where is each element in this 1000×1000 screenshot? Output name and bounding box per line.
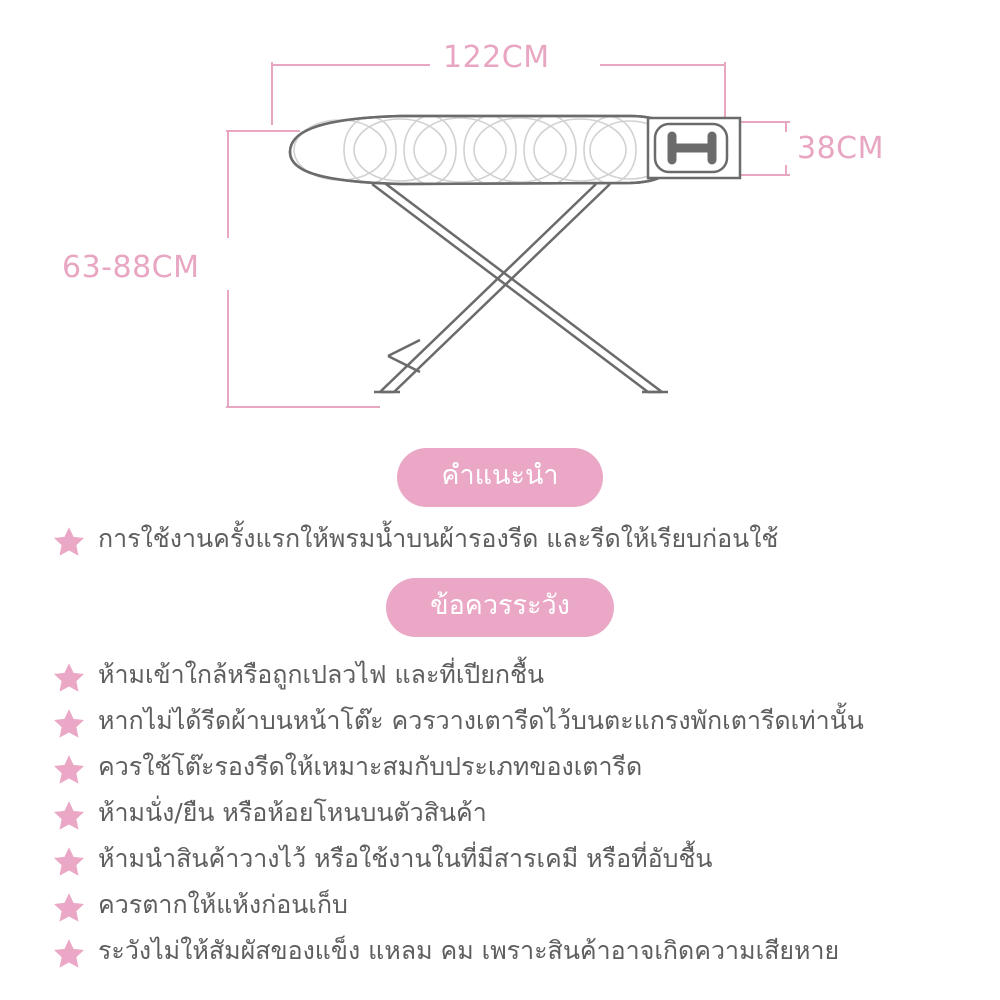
list-item-text: ห้ามนั่ง/ยืน หรือห้อยโหนบนตัวสินค้า [98,798,487,827]
list-item [52,522,972,562]
ironing-board-diagram [0,0,1000,430]
list-item [52,842,972,882]
advice-heading-wrap [0,448,1000,507]
star-icon [52,845,86,879]
caution-list [52,658,972,980]
star-icon [52,525,86,559]
advice-heading: คำแนะนำ [397,448,602,507]
iron-rest-tray [648,118,740,178]
list-item [52,750,972,790]
list-item-text: ควรใช้โต๊ะรองรีดให้เหมาะสมกับประเภทของเตารีด [98,752,643,781]
list-item-text: ห้ามเข้าใกล้หรือถูกเปลวไฟ และที่เปียกชื้น [98,660,545,689]
depth-dimension-label: 38CM [797,131,885,166]
height-dimension-label: 63-88CM [62,250,200,285]
star-icon [52,707,86,741]
list-item [52,888,972,928]
depth-dimension-line [740,122,790,175]
width-dimension-label: 122CM [443,40,550,75]
star-icon [52,799,86,833]
star-icon [52,937,86,971]
advice-list [52,522,972,568]
list-item [52,796,972,836]
list-item-text: ควรตากให้แห้งก่อนเก็บ [98,890,348,919]
star-icon [52,661,86,695]
list-item-text: ห้ามนำสินค้าวางไว้ หรือใช้งานในที่มีสารเคมี หรือที่อับชื้น [98,844,713,873]
star-icon [52,891,86,925]
board-top [290,116,672,184]
star-icon [52,753,86,787]
list-item-text: ระวังไม่ให้สัมผัสของแข็ง แหลม คม เพราะสินค้าอาจเกิดความเสียหาย [98,936,840,965]
list-item [52,658,972,698]
list-item [52,934,972,974]
list-item-text: การใช้งานครั้งแรกให้พรมน้ำบนผ้ารองรีด และรีดให้เรียบก่อนใช้ [98,524,779,553]
list-item-text: หากไม่ได้รีดผ้าบนหน้าโต๊ะ ควรวางเตารีดไว้บนตะแกรงพักเตารีดเท่านั้น [98,706,864,735]
caution-heading-wrap [0,578,1000,637]
board-legs [372,184,668,392]
caution-heading: ข้อควรระวัง [386,578,614,637]
list-item [52,704,972,744]
